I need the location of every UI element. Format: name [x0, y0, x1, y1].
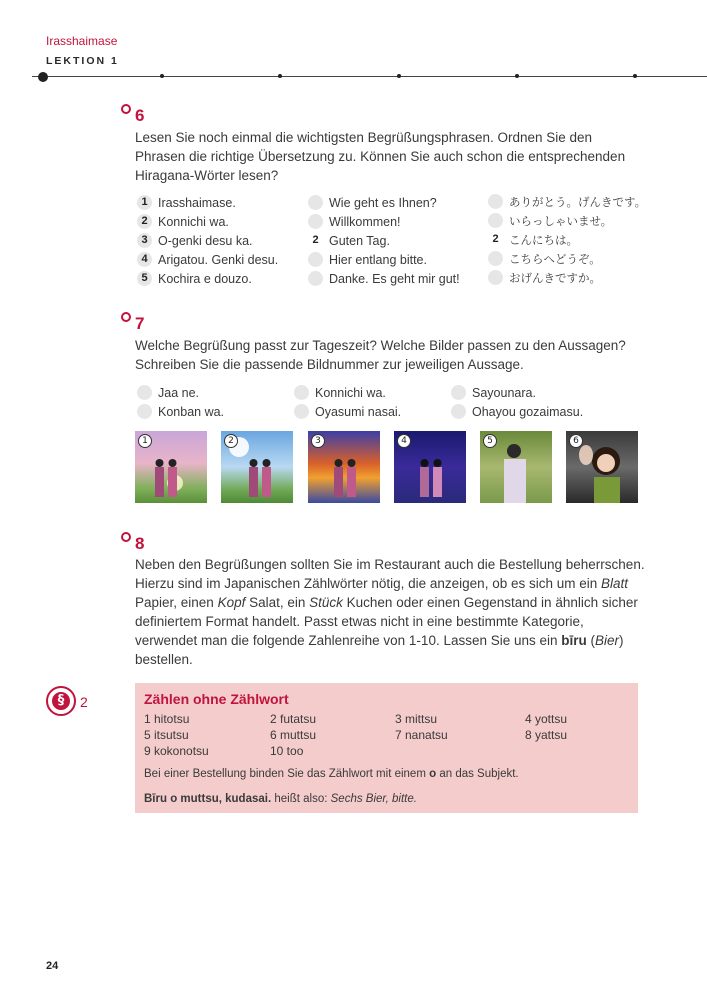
hiragana-item	[488, 194, 646, 213]
text-run: Salat, ein	[245, 595, 310, 610]
hiragana-text: こちらへどうぞ。	[509, 254, 601, 266]
info-box-rule	[144, 768, 519, 780]
hiragana-list	[488, 194, 646, 289]
translation-item	[308, 213, 460, 232]
phrase-item	[137, 232, 278, 251]
greeting-column-1	[137, 384, 224, 422]
answer-circle[interactable]: 2	[312, 234, 319, 247]
number-word: 5 itsutsu	[144, 728, 189, 742]
hiragana-item	[488, 213, 646, 232]
phrase-item	[137, 270, 278, 289]
text-run: heißt also:	[271, 793, 331, 805]
info-box-title: Zählen ohne Zählwort	[144, 691, 289, 707]
paragraph-line	[135, 574, 650, 593]
answer-circle[interactable]	[308, 271, 323, 286]
answer-circle[interactable]	[488, 270, 503, 285]
answer-circle[interactable]	[308, 195, 323, 210]
text-run: Bei einer Bestellung binden Sie das Zählwort mit einem	[144, 768, 430, 780]
italic-word: Blatt	[601, 576, 629, 591]
translation-text: Guten Tag.	[329, 234, 390, 248]
header-rule-start-dot	[38, 72, 48, 82]
hiragana-text: いらっしゃいませ。	[509, 216, 613, 228]
answer-circle[interactable]	[488, 213, 503, 228]
text-run: verwendet man die folgende Zahlenreihe von 1-10. Lassen Sie uns ein	[135, 633, 562, 648]
exercise-8-text	[135, 555, 650, 669]
phrase-item	[137, 251, 278, 270]
phrase-text: Arigatou. Genki desu.	[158, 253, 279, 267]
greeting-text: Jaa ne.	[158, 386, 200, 400]
number-word: 2 futatsu	[270, 712, 317, 726]
text-run: Papier, einen	[135, 595, 218, 610]
audio-ring-icon	[121, 532, 131, 542]
paragraph-line: definiertem Format handelt. Passt etwas nicht in eine bestimmte Kategorie,	[135, 614, 584, 629]
info-box-example	[144, 793, 417, 805]
hiragana-text: こんにちは。	[509, 235, 578, 247]
photo-woman-kimono	[480, 431, 552, 503]
header-rule	[32, 76, 707, 77]
header-rule-dot	[633, 74, 637, 78]
phrase-number: 1	[137, 195, 152, 210]
greeting-text: Ohayou gozaimasu.	[472, 405, 584, 419]
greeting-text: Konnichi wa.	[315, 386, 386, 400]
bold-word: o	[429, 768, 437, 780]
paragraph-line: bestellen.	[135, 652, 193, 667]
phrase-text: Irasshaimase.	[158, 196, 236, 210]
exercise-number-text: 6	[135, 106, 145, 125]
translation-item	[308, 232, 460, 251]
grammar-reference-number: 2	[80, 694, 88, 710]
greeting-text: Konban wa.	[158, 405, 225, 419]
answer-circle[interactable]	[451, 385, 466, 400]
answer-circle[interactable]	[488, 251, 503, 266]
answer-circle[interactable]	[137, 385, 152, 400]
greeting-text: Oyasumi nasai.	[315, 405, 402, 419]
phrase-number: 5	[137, 271, 152, 286]
hiragana-item	[488, 270, 646, 289]
page-number: 24	[46, 960, 59, 972]
lesson-label: LEKTION 1	[46, 55, 119, 67]
hiragana-text: おげんきですか。	[509, 273, 601, 285]
text-run: Kuchen oder einen Gegenstand in ähnlich sicher	[342, 595, 638, 610]
photo-geisha-morning	[135, 431, 207, 503]
translation-item	[308, 251, 460, 270]
text-run: (	[586, 633, 596, 648]
translation-list	[308, 194, 460, 289]
translation-text: Danke. Es geht mir gut!	[329, 272, 460, 286]
audio-ring-icon	[121, 312, 131, 322]
translation-text: Wie geht es Ihnen?	[329, 196, 437, 210]
italic-word: Stück	[309, 595, 343, 610]
hiragana-item	[488, 232, 646, 251]
header-rule-dot	[397, 74, 401, 78]
translation-item	[308, 194, 460, 213]
phrase-text: Kochira e douzo.	[158, 272, 252, 286]
greeting-item	[294, 403, 401, 422]
exercise-8-number	[135, 534, 144, 554]
phrase-item	[137, 213, 278, 232]
phrase-list	[137, 194, 278, 289]
exercise-number-text: 8	[135, 534, 145, 553]
answer-circle[interactable]	[451, 404, 466, 419]
phrase-number: 2	[137, 214, 152, 229]
grammar-reference-badge[interactable]	[46, 686, 76, 716]
number-word: 6 muttsu	[270, 728, 317, 742]
exercise-7-instruction: Welche Begrüßung passt zur Tageszeit? Welche Bilder passen zu den Aussagen? Schreiben Sie die passende Bildnummer zur jeweiligen Aussage.	[135, 338, 626, 372]
italic-word: Kopf	[217, 595, 246, 610]
photo-geisha-sunset	[308, 431, 380, 503]
italic-phrase: Sechs Bier, bitte.	[330, 793, 417, 805]
exercise-6-number	[135, 106, 144, 126]
greeting-item	[451, 403, 583, 422]
exercise-number-text: 7	[135, 314, 145, 333]
phrase-number: 3	[137, 233, 152, 248]
text-run: Hierzu sind im Japanischen Zählwörter nötig, die anzeigen, ob es sich um ein	[135, 576, 601, 591]
paragraph-line	[135, 631, 650, 650]
answer-circle[interactable]	[308, 214, 323, 229]
number-word: 9 kokonotsu	[144, 744, 209, 758]
greeting-item	[137, 384, 224, 403]
info-box	[135, 683, 638, 813]
chapter-title: Irasshaimase	[46, 34, 118, 48]
header-rule-dot	[515, 74, 519, 78]
photo-number: 6	[569, 434, 583, 448]
photo-number: 5	[483, 434, 497, 448]
number-word: 8 yattsu	[525, 728, 568, 742]
photo-geisha-day	[221, 431, 293, 503]
photo-number: 4	[397, 434, 411, 448]
photo-number: 3	[311, 434, 325, 448]
answer-circle[interactable]	[137, 404, 152, 419]
greeting-item	[137, 403, 224, 422]
paragraph-line: Neben den Begrüßungen sollten Sie im Restaurant auch die Bestellung beherrschen.	[135, 557, 645, 572]
bold-word: bīru	[561, 633, 587, 648]
answer-circle[interactable]	[308, 252, 323, 267]
audio-ring-icon	[121, 104, 131, 114]
translation-text: Willkommen!	[329, 215, 401, 229]
greeting-column-3	[451, 384, 583, 422]
greeting-column-2	[294, 384, 401, 422]
phrase-text: Konnichi wa.	[158, 215, 229, 229]
photo-number: 1	[138, 434, 152, 448]
greeting-item	[294, 384, 401, 403]
text-run: )	[619, 633, 624, 648]
answer-circle[interactable]	[294, 385, 309, 400]
phrase-text: O-genki desu ka.	[158, 234, 253, 248]
phrase-number: 4	[137, 252, 152, 267]
paragraph-line	[135, 593, 650, 612]
answer-circle[interactable]	[294, 404, 309, 419]
italic-word: Bier	[595, 633, 620, 648]
greeting-text: Sayounara.	[472, 386, 536, 400]
header-rule-dot	[160, 74, 164, 78]
exercise-6-instruction: Lesen Sie noch einmal die wichtigsten Begrüßungsphrasen. Ordnen Sie den Phrasen die richtige Übersetzung zu. Können Sie auch schon die entsprechenden Hiragana-Wörter lesen?	[135, 130, 626, 183]
photo-geisha-night	[394, 431, 466, 503]
photo-girl-waving	[566, 431, 638, 503]
header-rule-dot	[278, 74, 282, 78]
hiragana-text: ありがとう。げんきです。	[509, 197, 647, 209]
number-word: 10 too	[270, 744, 304, 758]
answer-circle[interactable]: 2	[492, 233, 499, 246]
translation-item	[308, 270, 460, 289]
bold-phrase: Bīru o muttsu, kudasai.	[144, 793, 272, 805]
photo-number: 2	[224, 434, 238, 448]
translation-text: Hier entlang bitte.	[329, 253, 427, 267]
greeting-item	[451, 384, 583, 403]
hiragana-item	[488, 251, 646, 270]
phrase-item	[137, 194, 278, 213]
number-word: 4 yottsu	[525, 712, 568, 726]
exercise-7-number	[135, 314, 144, 334]
text-run: an das Subjekt.	[436, 768, 519, 780]
answer-circle[interactable]	[488, 194, 503, 209]
number-word: 3 mittsu	[395, 712, 438, 726]
number-word: 1 hitotsu	[144, 712, 190, 726]
paragraph-sign-icon: §	[52, 692, 70, 710]
number-word: 7 nanatsu	[395, 728, 448, 742]
